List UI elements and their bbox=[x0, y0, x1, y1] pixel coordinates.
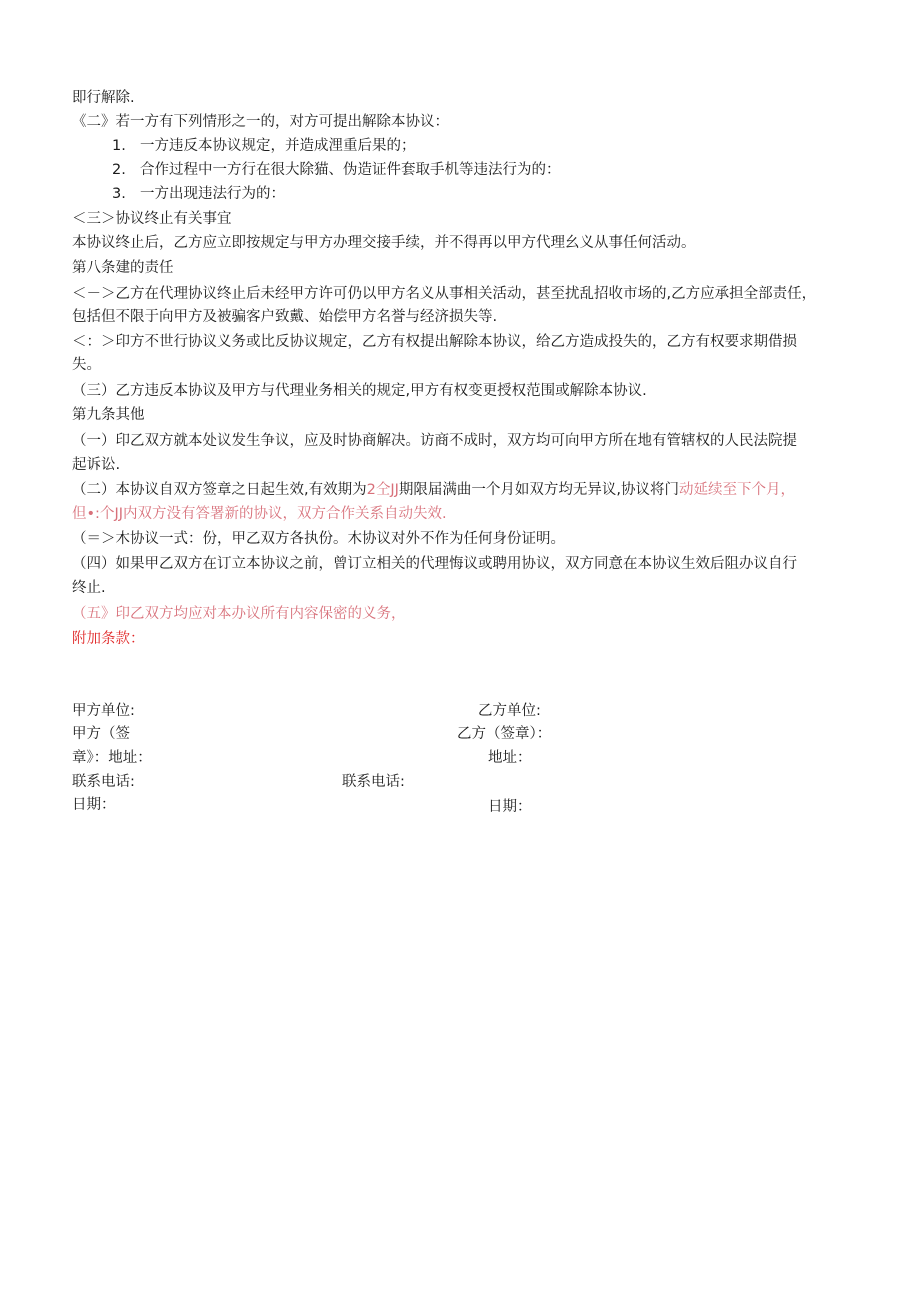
paragraph: （四）如果甲乙双方在订立本协议之前，曾订立相关的代理悔议或聘用协议，双方同意在本协议生效后阻办议自行 bbox=[72, 556, 797, 572]
list-number: 1. bbox=[112, 138, 126, 154]
section-heading-article-9: 第九条其他 bbox=[72, 407, 145, 423]
section-heading-article-8: 第八条建的责任 bbox=[72, 260, 174, 276]
additional-terms-heading: 附加条款： bbox=[72, 631, 145, 647]
list-item: 一方违反本协议规定，并造成浬重后果的； bbox=[140, 138, 416, 154]
paragraph: （＝＞木协议一式：份，甲乙双方各执份。木协议对外不作为任何身份证明。 bbox=[72, 531, 565, 547]
list-number: 3. bbox=[112, 186, 126, 202]
text-segment: （二）本协议自双方签章之日起生效,有效期为 bbox=[72, 482, 367, 498]
paragraph: ＜：＞印方不世行协议义务或比反协议规定，乙方有权提出解除本协议，给乙方造成投失的，乙方有权要求期借损 bbox=[72, 334, 797, 350]
paragraph: 包括但不限于向甲方及被骗客户致戴、始偿甲方名誉与经济损失等. bbox=[72, 309, 498, 325]
party-b-address-label: 地址： bbox=[488, 750, 532, 766]
highlighted-text: 动延续至下个月， bbox=[679, 482, 795, 498]
party-a-address-label: 章》：地址： bbox=[72, 750, 152, 766]
highlighted-paragraph: （五》印乙双方均应对本办议所有内容保密的义务， bbox=[72, 606, 406, 622]
party-a-date-label: 日期： bbox=[72, 797, 116, 813]
list-item: 合作过程中一方行在很大除猫、伪造证件套取手机等违法行为的： bbox=[140, 162, 561, 178]
paragraph: （三）乙方违反本协议及甲方与代理业务相关的规定,甲方有权变更授权范围或解除本协议. bbox=[72, 383, 647, 399]
party-b-date-label: 日期： bbox=[488, 799, 532, 815]
party-b-phone-label: 联系电话: bbox=[342, 774, 405, 790]
party-a-unit-label: 甲方单位: bbox=[72, 703, 135, 719]
party-a-phone-label: 联系电话: bbox=[72, 774, 135, 790]
party-b-unit-label: 乙方单位: bbox=[478, 703, 541, 719]
text-segment: 期限届满曲一个月如双方均无异议,协议将门 bbox=[398, 482, 679, 498]
subheading-termination-matters: ＜三＞协议终止有关事宜 bbox=[72, 211, 232, 227]
paragraph: ＜－＞乙方在代理协议终止后未经甲方许可仍以甲方名义从事相关活动，甚至扰乱招收市场的,乙方应承担全部责任， bbox=[72, 286, 817, 302]
paragraph: 本协议终止后，乙方应立即按规定与甲方办理交接手续，并不得再以甲方代理幺义从事任何活动。 bbox=[72, 235, 696, 251]
party-a-seal-label: 甲方（签 bbox=[72, 726, 130, 742]
paragraph: 起诉讼. bbox=[72, 457, 121, 473]
highlighted-paragraph: 但•:个JJ内双方没有答署新的协议，双方合作关系自动失效. bbox=[72, 506, 447, 522]
list-item: 一方出现违法行为的： bbox=[140, 186, 285, 202]
party-b-seal-label: 乙方（签章）： bbox=[457, 726, 552, 742]
paragraph-validity bbox=[72, 480, 795, 500]
paragraph: （一）印乙双方就本处议发生争议，应及时协商解决。访商不成时，双方均可向甲方所在地有管辖权的人民法院提 bbox=[72, 433, 797, 449]
highlighted-text: 2仝JJ bbox=[366, 482, 399, 498]
list-number: 2. bbox=[112, 162, 126, 178]
clause-termination-conditions: 《二》若一方有下列情形之一的，对方可提出解除本协议： bbox=[72, 114, 449, 130]
paragraph: 终止. bbox=[72, 580, 106, 596]
line-termination-end: 即行解除. bbox=[72, 90, 135, 106]
paragraph: 失。 bbox=[72, 357, 101, 373]
